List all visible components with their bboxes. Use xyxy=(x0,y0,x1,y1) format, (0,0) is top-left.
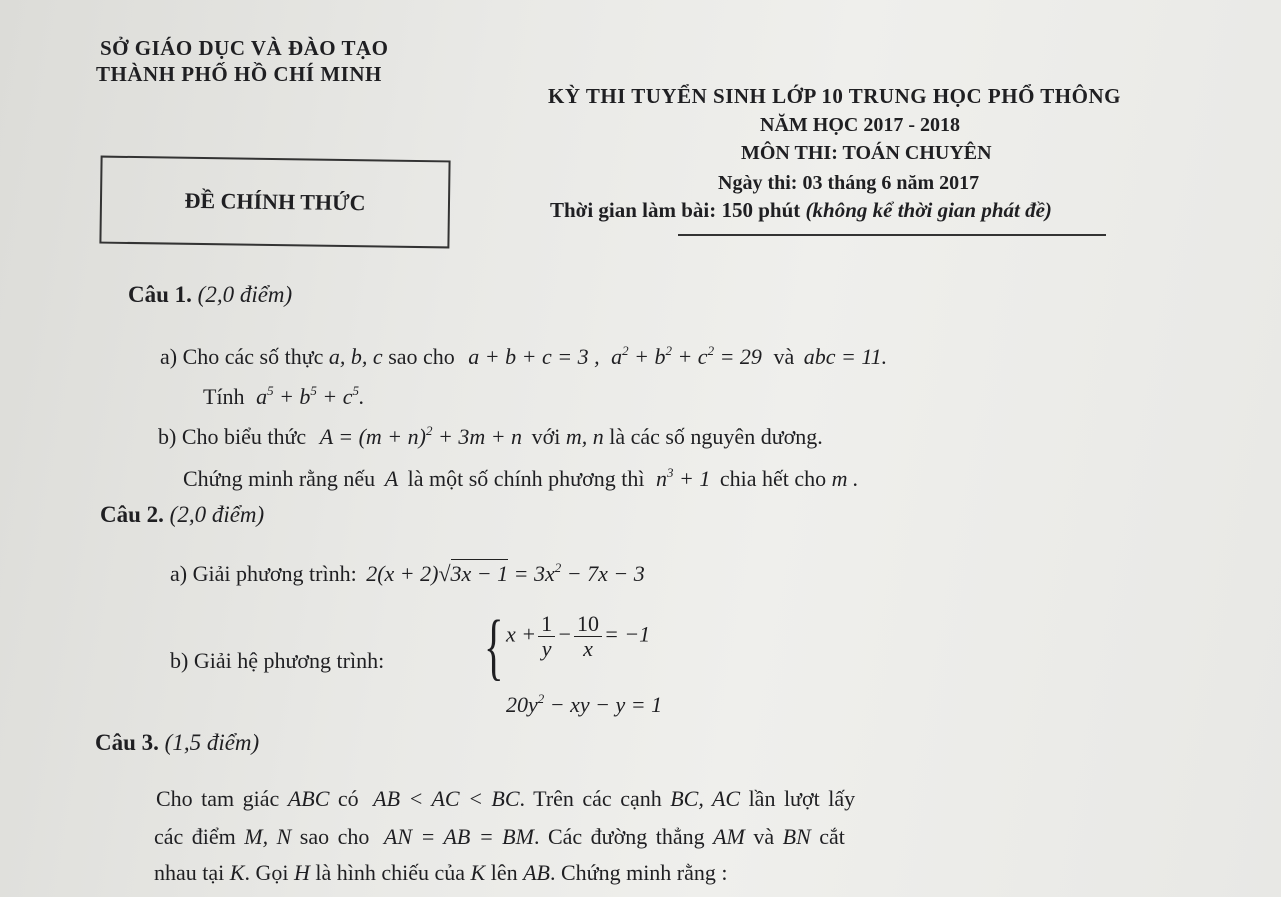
q3-l2-am: AM xyxy=(713,824,745,849)
q1a-vars: a, b, c xyxy=(328,344,383,369)
q3-l3-len: lên xyxy=(490,860,518,885)
header-underline xyxy=(678,234,1106,236)
q3-l3-k2: K xyxy=(470,860,486,885)
q3-l2-suffix: . Các đường thẳng xyxy=(533,824,705,849)
q3-l1-co: có xyxy=(337,786,359,811)
q1b-l2-expr: $n^3 + 1$ xyxy=(655,465,711,491)
q3-l2-prefix: các điểm xyxy=(154,824,236,849)
time-label: Thời gian làm bài: 150 phút xyxy=(550,198,801,222)
q1a-line-1 xyxy=(160,344,887,370)
q3-line-1 xyxy=(156,786,855,812)
q1a-eq3: abc = 11. xyxy=(803,344,888,369)
q1-title: Câu 1. xyxy=(128,282,192,307)
q2a-line xyxy=(170,561,645,587)
q1a-compute-label: Tính xyxy=(203,384,245,409)
q3-line-3 xyxy=(154,860,728,886)
time-allowed xyxy=(550,198,1052,223)
q3-l2-end: cắt xyxy=(819,824,845,849)
q1a-eq1: a + b + c = 3 , xyxy=(468,344,600,369)
q2b-label: b) Giải hệ phương trình: xyxy=(170,648,385,673)
q3-points: (1,5 điểm) xyxy=(164,730,260,755)
q1-heading xyxy=(128,282,292,308)
q3-l3-h: H xyxy=(293,860,310,885)
q3-l3-mid2: là hình chiếu của xyxy=(315,860,466,885)
q1a-line-2 xyxy=(203,384,365,410)
q3-l3-prefix: nhau tại xyxy=(154,860,225,885)
q2a-prefix: a) Giải phương trình: xyxy=(170,561,357,586)
q3-l2-mid: sao cho xyxy=(299,824,370,849)
q2-heading xyxy=(100,502,264,528)
exam-subject: MÔN THI: TOÁN CHUYÊN xyxy=(741,142,992,164)
q2b-eq2: $20y^2$ − xy − y = 1 xyxy=(506,691,663,717)
q3-title: Câu 3. xyxy=(95,730,159,755)
q1a-eq2: $a^2 + b^2 + c^2 = 29$ xyxy=(611,343,762,369)
department-line-1: SỞ GIÁO DỤC VÀ ĐÀO TẠO xyxy=(100,36,389,60)
frac-1-over-y: $\frac{1}{y}$ xyxy=(538,612,555,661)
q1b-line-2 xyxy=(183,466,859,492)
q1b-l2-mid: là một số chính phương thì xyxy=(407,466,645,491)
q3-l2-eq: AN = AB = BM xyxy=(383,824,534,849)
q1b-prefix: b) Cho biểu thức xyxy=(158,424,307,449)
q2-title: Câu 2. xyxy=(100,502,164,527)
q3-l1-ineq: AB < AC < BC xyxy=(373,786,520,811)
official-exam-label: ĐỀ CHÍNH THỨC xyxy=(184,187,366,216)
q2b-eq2-rest: − xy − y = 1 xyxy=(549,692,663,717)
q1b-l2-prefix: Chứng minh rằng nếu xyxy=(183,466,376,491)
q1a-and: và xyxy=(773,344,795,369)
q3-l3-ab: AB xyxy=(523,860,550,885)
q3-l1-suffix: . Trên các cạnh xyxy=(519,786,662,811)
q1a-expression: $a^5 + b^5 + c^5$. xyxy=(256,383,365,409)
q3-l2-va: và xyxy=(753,824,775,849)
frac-10-over-x: $\frac{10}{x}$ xyxy=(574,612,602,661)
q3-l3-k: K xyxy=(229,860,245,885)
official-exam-box xyxy=(99,156,450,249)
time-note: (không kể thời gian phát đề) xyxy=(805,198,1052,222)
q2-points: (2,0 điểm) xyxy=(169,502,265,527)
q2a-equation: $2(x + 2)√3x - 1 = 3x^2 - 7x - 3$ xyxy=(366,560,645,586)
q1a-mid: sao cho xyxy=(388,344,455,369)
q1b-l2-m: m . xyxy=(831,466,859,491)
q1a-prefix: a) Cho các số thực xyxy=(160,344,324,369)
q1b-suffix: là các số nguyên dương. xyxy=(609,424,823,449)
school-year: NĂM HỌC 2017 - 2018 xyxy=(760,114,960,136)
q3-l2-points: M, N xyxy=(244,824,292,849)
q3-l3-end: . Chứng minh rằng : xyxy=(549,860,728,885)
q3-l1-abc: ABC xyxy=(287,786,330,811)
system-brace: { xyxy=(483,606,504,688)
q2b-eq1: x + $\frac{1}{y}$ − $\frac{10}{x}$ = −1 xyxy=(506,611,651,661)
q1b-l2-A: A xyxy=(384,466,399,491)
q2b-eq1-rhs: = −1 xyxy=(603,621,651,647)
q3-heading xyxy=(95,730,259,756)
q1b-vars: m, n xyxy=(565,424,604,449)
q3-l3-mid: . Gọi xyxy=(244,860,289,885)
q3-l2-bn: BN xyxy=(782,824,811,849)
exam-title: KỲ THI TUYỂN SINH LỚP 10 TRUNG HỌC PHỔ THÔNG xyxy=(548,84,1121,108)
q3-l1-prefix: Cho tam giác xyxy=(156,786,280,811)
exam-date: Ngày thi: 03 tháng 6 năm 2017 xyxy=(718,172,980,194)
q3-line-2 xyxy=(154,824,845,850)
q1-points: (2,0 điểm) xyxy=(197,282,293,307)
q3-l1-end: lần lượt lấy xyxy=(748,786,856,811)
q1b-l2-suffix: chia hết cho xyxy=(719,466,827,491)
q3-l1-sides: BC, AC xyxy=(670,786,741,811)
department-line-2: THÀNH PHỐ HỒ CHÍ MINH xyxy=(96,62,382,86)
q1b-line-1 xyxy=(158,424,823,450)
q1b-expression: $A = (m + n)^2 + 3m + n$ xyxy=(319,423,523,449)
q1b-with: với xyxy=(531,424,561,449)
